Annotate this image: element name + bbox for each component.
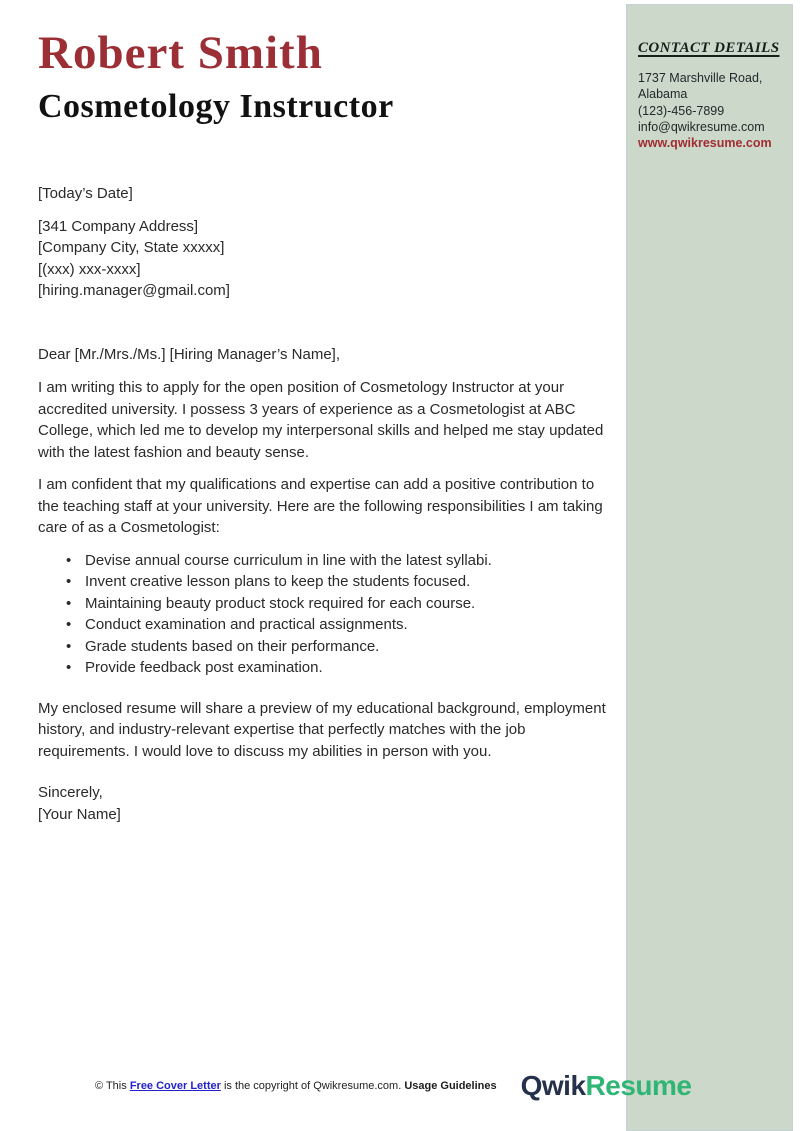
copyright-line	[95, 1080, 497, 1092]
job-title-heading: Cosmetology Instructor	[38, 88, 394, 125]
date-placeholder: [Today’s Date]	[38, 185, 133, 202]
bullet-item: • Maintaining beauty product stock required for each course.	[38, 593, 606, 615]
contact-address-line1: 1737 Marshville Road,	[638, 71, 763, 85]
contact-panel	[627, 5, 792, 151]
company-city-line: [Company City, State xxxxx]	[38, 239, 225, 256]
hiring-manager-email-line: [hiring.manager@gmail.com]	[38, 282, 230, 299]
logo-qwik-text: Qwik	[520, 1070, 586, 1101]
person-name-heading: Robert Smith	[38, 27, 323, 79]
letter-main	[38, 0, 606, 825]
contact-email: info@qwikresume.com	[638, 119, 765, 134]
usage-guidelines-link[interactable]: Usage Guidelines	[404, 1080, 497, 1092]
bullet-item: • Invent creative lesson plans to keep the students focused.	[38, 571, 606, 593]
contact-details-heading: CONTACT DETAILS	[638, 40, 780, 56]
contact-address-line2: Alabama	[638, 87, 688, 102]
footer	[95, 1068, 692, 1104]
contact-phone: (123)-456-7899	[638, 103, 725, 118]
bullet-item: • Provide feedback post examination.	[38, 657, 606, 679]
company-address-line: [341 Company Address]	[38, 217, 199, 235]
bullet-item: • Devise annual course curriculum in line with the latest syllabi.	[38, 550, 606, 572]
free-cover-letter-link[interactable]: Free Cover Letter	[129, 1080, 221, 1092]
qualifications-paragraph: I am confident that my qualifications and expertise can add a positive contribution to the teaching staff at your university. Here are the following responsibilities I am taking care of as a Cosmetologist:	[38, 476, 603, 536]
logo-resume-text: Resume	[585, 1070, 692, 1101]
company-phone-line: [(xxx) xxx-xxxx]	[38, 260, 141, 278]
bullet-item: • Grade students based on their performance.	[38, 636, 606, 658]
copyright-text-middle: is the copyright of Qwikresume.com.	[220, 1080, 405, 1092]
signature-placeholder: [Your Name]	[38, 805, 121, 823]
company-address-block	[38, 216, 606, 302]
intro-paragraph: I am writing this to apply for the open position of Cosmetology Instructor at your accredited university. I possess 3 years of experience as a Cosmetologist at ABC College, which led me to develop my interpersonal skills and helped me stay updated with the latest fashion and beauty sense.	[38, 379, 604, 461]
contact-website-link[interactable]: www.qwikresume.com	[638, 136, 772, 151]
copyright-text-prefix: © This	[95, 1080, 130, 1092]
closing-line: Sincerely,	[38, 784, 103, 801]
resume-preview-paragraph: My enclosed resume will share a preview of my educational background, employment history, and industry-relevant expertise that perfectly matches with the job requirements. I would love to discuss my abilities in person with you.	[38, 699, 606, 760]
qwikresume-logo[interactable]	[521, 1070, 692, 1102]
salutation: Dear [Mr./Mrs./Ms.] [Hiring Manager’s Name],	[38, 345, 341, 363]
responsibilities-bullet-list	[38, 550, 606, 679]
contact-sidebar	[626, 4, 793, 1131]
contact-info-block	[638, 70, 782, 151]
bullet-item: • Conduct examination and practical assignments.	[38, 614, 606, 636]
